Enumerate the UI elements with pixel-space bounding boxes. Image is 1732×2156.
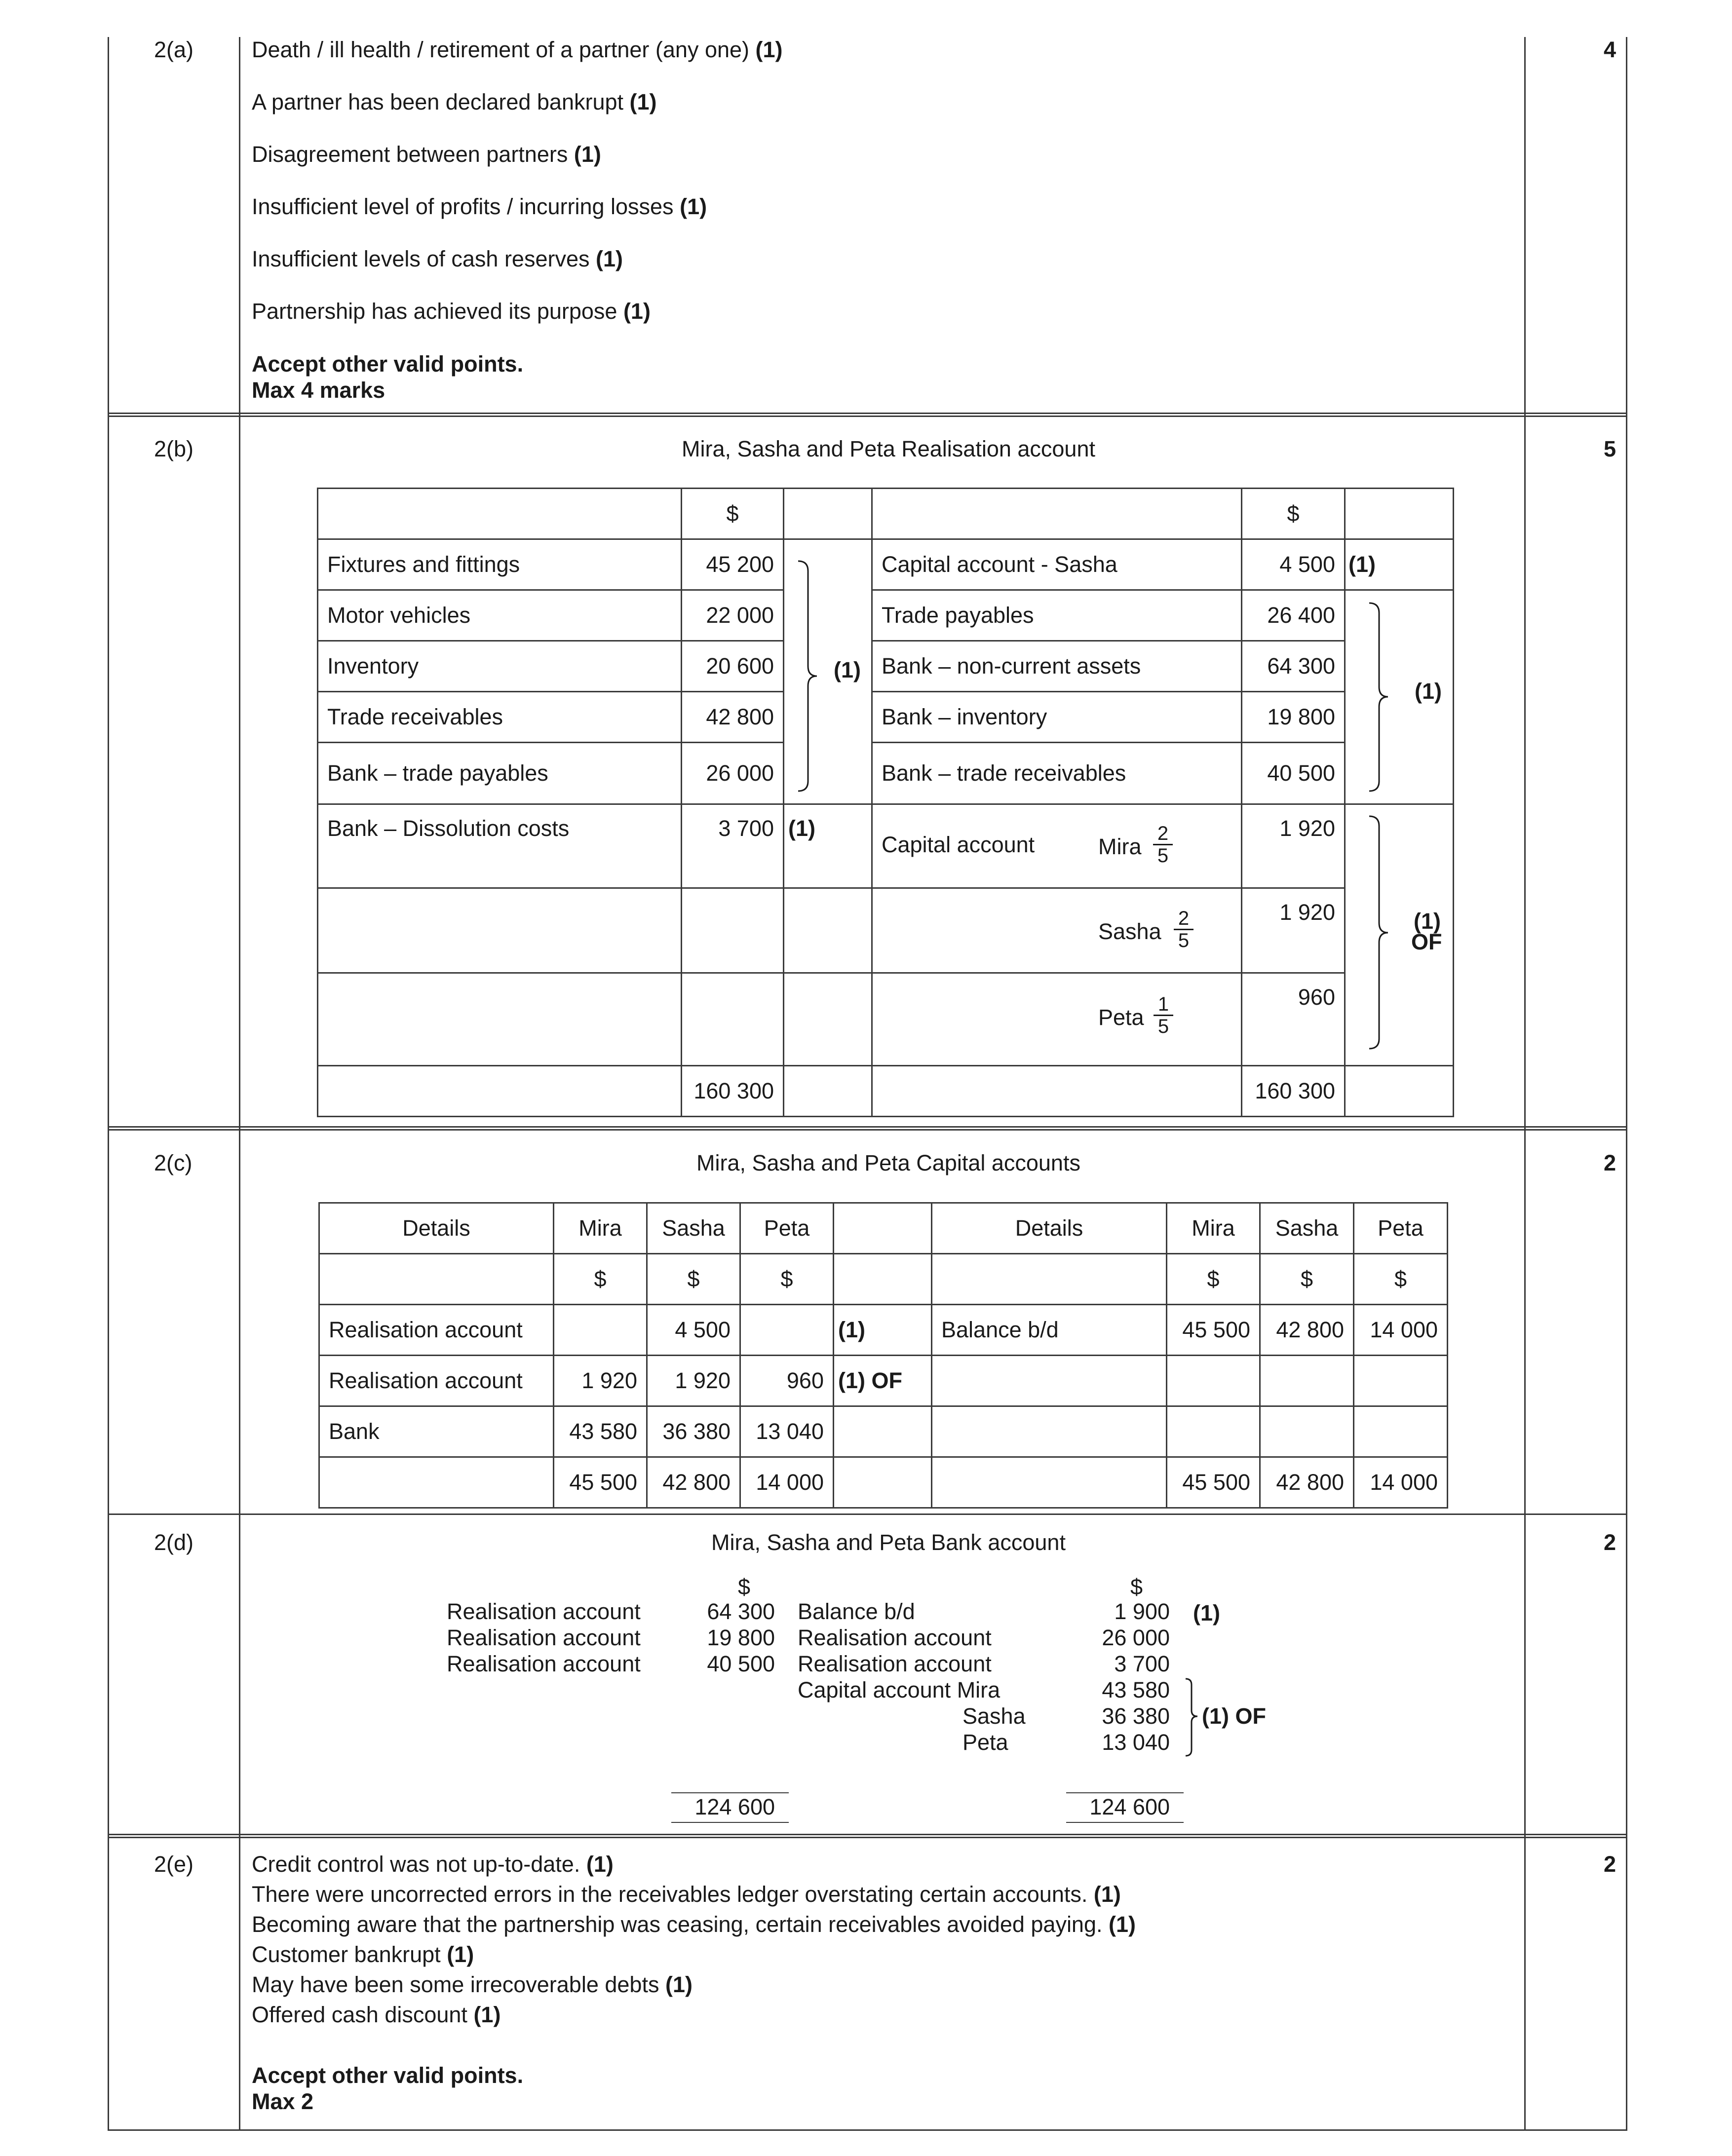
credit-amount: 43 580 (1102, 1677, 1170, 1702)
totals-row: 45 500 42 800 14 000 45 500 42 800 14 000 (319, 1457, 1448, 1508)
question-number: 2(d) (154, 1530, 194, 1555)
credit-label: Balance b/d (798, 1599, 915, 1624)
realisation-account-title: Mira, Sasha and Peta Realisation account (682, 436, 1095, 461)
brace-icon (1368, 602, 1388, 792)
share-partner-name: Peta (1098, 1005, 1144, 1030)
currency-header: $ (682, 489, 784, 539)
column-header-sasha: Sasha (647, 1203, 740, 1254)
marks-value: 5 (1603, 436, 1616, 461)
debit-amount: 22 000 (682, 590, 784, 641)
answer-point: Insufficient levels of cash reserves (1) (252, 246, 623, 271)
separator-2a-2b (108, 413, 1627, 417)
answer-point: Insufficient level of profits / incurring losses (1) (252, 194, 707, 219)
credit-label: Sasha (962, 1703, 1026, 1729)
share-amount: 1 920 (1242, 804, 1345, 888)
credit-total: 124 600 (1089, 1794, 1170, 1819)
debit-label: Trade receivables (318, 692, 682, 743)
question-number: 2(e) (154, 1852, 194, 1877)
currency-header: $ (740, 1254, 834, 1305)
debit-amount: 40 500 (707, 1651, 775, 1676)
debit-label: Bank – Dissolution costs (318, 804, 682, 888)
currency-header: $ (1130, 1574, 1143, 1599)
credit-amount: 40 500 (1242, 743, 1345, 804)
row-details: Balance b/d (932, 1305, 1167, 1356)
currency-header: $ (554, 1254, 647, 1305)
brace-icon (1185, 1678, 1199, 1757)
credit-label: Bank – trade receivables (872, 743, 1242, 804)
debit-total: 160 300 (682, 1066, 784, 1117)
debit-label: Realisation account (447, 1625, 641, 1650)
credit-amount: 4 500 (1242, 539, 1345, 590)
column-header-details: Details (932, 1203, 1167, 1254)
credit-amount: 1 900 (1114, 1599, 1170, 1624)
credit-amount: 26 400 (1242, 590, 1345, 641)
capital-accounts-table (318, 1202, 1448, 1509)
credit-label: Capital account - Sasha (872, 539, 1242, 590)
credit-group-mark: (1) (1415, 679, 1442, 704)
credit-label: Capital account Mira (798, 1677, 1001, 1702)
separator-2b-2c (108, 1126, 1627, 1131)
debit-label: Realisation account (447, 1599, 641, 1624)
answer-point: Offered cash discount (1) (252, 2002, 501, 2027)
capital-account-label: Capital account (872, 804, 1242, 888)
credit-label: Realisation account (798, 1651, 992, 1676)
column-header-peta: Peta (740, 1203, 834, 1254)
answer-point: Death / ill health / retirement of a partner (any one) (1) (252, 37, 783, 62)
currency-header: $ (647, 1254, 740, 1305)
credit-label: Bank – non-current assets (872, 641, 1242, 692)
capital-mark: (1) OF (1202, 1703, 1266, 1729)
row-details: Bank (319, 1406, 554, 1457)
frame-col-divider (239, 37, 240, 2131)
row-mark: (1) OF (834, 1356, 932, 1406)
debit-label: Realisation account (447, 1651, 641, 1676)
sasha-mark: (1) (1345, 539, 1454, 590)
table-row: Bank 43 580 36 380 13 040 (319, 1406, 1448, 1457)
credit-label: Peta (962, 1730, 1008, 1755)
debit-label: Inventory (318, 641, 682, 692)
column-header-mira: Mira (554, 1203, 647, 1254)
table-row: Realisation account 4 500 (1) Balance b/d 45 500 42 800 14 000 (319, 1305, 1448, 1356)
credit-total: 160 300 (1242, 1066, 1345, 1117)
debit-amount: 26 000 (682, 743, 784, 804)
separator-2c-2d (108, 1513, 1627, 1515)
marks-value: 2 (1603, 1852, 1616, 1877)
separator-2d-2e (108, 1834, 1627, 1838)
answer-point: Credit control was not up-to-date. (1) (252, 1852, 614, 1877)
debit-label: Motor vehicles (318, 590, 682, 641)
share-amount: 1 920 (1242, 888, 1345, 973)
total-rule-bottom (1066, 1822, 1184, 1823)
capital-accounts-title: Mira, Sasha and Peta Capital accounts (696, 1150, 1080, 1175)
debit-amount: 42 800 (682, 692, 784, 743)
answer-point: Customer bankrupt (1) (252, 1942, 474, 1967)
currency-header: $ (1242, 489, 1345, 539)
answer-point: Partnership has achieved its purpose (1) (252, 299, 651, 324)
share-fraction: $\frac{2}{5}$ (1153, 823, 1173, 866)
marks-value: 4 (1603, 37, 1616, 62)
frame-left (108, 37, 109, 2131)
row-mark: (1) (834, 1305, 932, 1356)
debit-amount: 45 200 (682, 539, 784, 590)
credit-amount: 36 380 (1102, 1703, 1170, 1729)
debit-group-mark: (1) (834, 657, 861, 682)
answer-point: There were uncorrected errors in the receivables ledger overstating certain accounts. (1) (252, 1882, 1121, 1907)
realisation-account-table (317, 488, 1454, 1117)
column-header-details: Details (319, 1203, 554, 1254)
bank-account-title: Mira, Sasha and Peta Bank account (711, 1530, 1066, 1555)
brace-icon (1368, 815, 1388, 1050)
table-row: Realisation account 1 920 1 920 960 (1) OF (319, 1356, 1448, 1406)
debit-label: Fixtures and fittings (318, 539, 682, 590)
column-header-sasha: Sasha (1260, 1203, 1354, 1254)
frame-marks-divider (1524, 37, 1526, 2131)
max-marks-note: Max 2 (252, 2089, 314, 2114)
credit-mark-cell (1345, 590, 1454, 804)
column-header-mira: Mira (1167, 1203, 1260, 1254)
frame-right (1626, 37, 1627, 2131)
debit-amount: 19 800 (707, 1625, 775, 1650)
balance-mark: (1) (1193, 1600, 1220, 1626)
debit-total: 124 600 (694, 1794, 775, 1819)
currency-header: $ (1260, 1254, 1354, 1305)
share-fraction: $\frac{2}{5}$ (1174, 908, 1193, 951)
currency-header: $ (1167, 1254, 1260, 1305)
debit-amount: 3 700 (682, 804, 784, 888)
debit-label: Bank – trade payables (318, 743, 682, 804)
credit-amount: 19 800 (1242, 692, 1345, 743)
currency-header: $ (1354, 1254, 1448, 1305)
marks-value: 2 (1603, 1150, 1616, 1175)
currency-header: $ (738, 1574, 751, 1599)
share-amount: 960 (1242, 973, 1345, 1066)
shares-mark: (1) (1414, 908, 1441, 934)
shares-mark-of: OF (1411, 929, 1442, 954)
frame-bottom (108, 2129, 1627, 2131)
marks-value: 2 (1603, 1530, 1616, 1555)
credit-label: Realisation account (798, 1625, 992, 1650)
credit-amount: 13 040 (1102, 1730, 1170, 1755)
row-details: Realisation account (319, 1356, 554, 1406)
question-number: 2(c) (154, 1150, 192, 1175)
total-rule-top (1066, 1792, 1184, 1793)
shares-mark-cell (1345, 804, 1454, 1066)
answer-point: Disagreement between partners (1) (252, 142, 601, 167)
question-number: 2(a) (154, 37, 194, 62)
row-details: Realisation account (319, 1305, 554, 1356)
credit-amount: 26 000 (1102, 1625, 1170, 1650)
answer-point: May have been some irrecoverable debts (1) (252, 1972, 693, 1997)
dissolution-mark: (1) (784, 804, 872, 888)
accept-note: Accept other valid points. (252, 2063, 524, 2088)
credit-label: Trade payables (872, 590, 1242, 641)
debit-amount: 64 300 (707, 1599, 775, 1624)
credit-amount: 3 700 (1114, 1651, 1170, 1676)
brace-icon (797, 560, 817, 792)
question-number: 2(b) (154, 436, 194, 461)
debit-amount: 20 600 (682, 641, 784, 692)
share-partner-name: Sasha (1098, 919, 1161, 944)
total-rule-top (671, 1792, 789, 1793)
max-marks-note: Max 4 marks (252, 378, 385, 403)
answer-point: Becoming aware that the partnership was ceasing, certain receivables avoided paying. (1) (252, 1912, 1136, 1937)
credit-amount: 64 300 (1242, 641, 1345, 692)
share-fraction: $\frac{1}{5}$ (1154, 994, 1173, 1037)
accept-note: Accept other valid points. (252, 351, 524, 377)
column-header-peta: Peta (1354, 1203, 1448, 1254)
answer-point: A partner has been declared bankrupt (1) (252, 89, 657, 114)
credit-label: Bank – inventory (872, 692, 1242, 743)
share-partner-name: Mira (1098, 834, 1142, 859)
total-rule-bottom (671, 1822, 789, 1823)
